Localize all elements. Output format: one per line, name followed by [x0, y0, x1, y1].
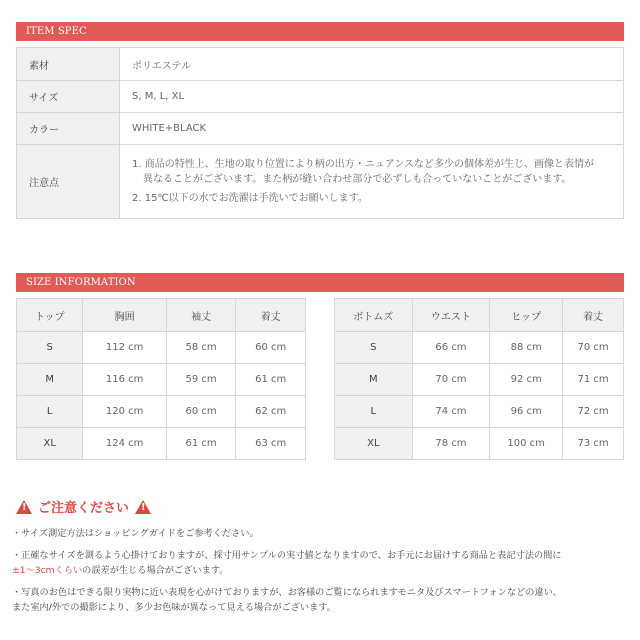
caution-item [12, 526, 632, 542]
size-label-cell: L [335, 396, 413, 428]
table-row [335, 396, 624, 428]
size-label-cell: M [335, 364, 413, 396]
size-value-cell: 66 cm [412, 332, 490, 364]
size-label-cell: S [17, 332, 83, 364]
size-label-cell: S [335, 332, 413, 364]
size-label-cell: M [17, 364, 83, 396]
size-value-cell: 78 cm [412, 428, 490, 460]
size-value-cell: 61 cm [236, 364, 306, 396]
table-row [335, 428, 624, 460]
caution-title-text: ご注意ください [38, 501, 130, 516]
size-value-cell: 124 cm [83, 428, 166, 460]
size-value-cell: 71 cm [563, 364, 624, 396]
size-value-cell: 112 cm [83, 332, 166, 364]
size-value-cell: 60 cm [166, 396, 236, 428]
size-value-cell: 120 cm [83, 396, 166, 428]
spec-row-notes [17, 145, 624, 219]
table-row [17, 364, 306, 396]
spec-label: 素材 [17, 48, 120, 81]
size-value-cell: 72 cm [563, 396, 624, 428]
spec-row-size [17, 81, 624, 113]
spec-label: サイズ [17, 81, 120, 113]
caution-line: ・写真のお色はできる限り実物に近い表現を心がけておりますが、お客様のご覧になられますモニタ及びスマートフォンなどの違い、 [12, 586, 562, 598]
spec-label: 注意点 [17, 145, 120, 219]
size-value-cell: 61 cm [166, 428, 236, 460]
size-value-cell: 60 cm [236, 332, 306, 364]
column-header: ウエスト [412, 299, 490, 332]
table-row [335, 332, 624, 364]
column-header: 着丈 [236, 299, 306, 332]
item-spec-table [16, 47, 624, 219]
column-header: トップ [17, 299, 83, 332]
caution-item [12, 585, 632, 616]
warning-icon [135, 500, 151, 514]
table-row [17, 332, 306, 364]
bottoms-size-table [334, 298, 624, 460]
size-value-cell: 88 cm [490, 332, 563, 364]
column-header: ヒップ [490, 299, 563, 332]
note-line: 1. 商品の特性上、生地の取り位置により柄の出方・ニュアンスなど多少の個体差が生じ、画像と表情が [132, 159, 595, 170]
spec-value: WHITE+BLACK [120, 113, 624, 145]
spec-notes [120, 145, 624, 219]
size-value-cell: 73 cm [563, 428, 624, 460]
spec-label: カラー [17, 113, 120, 145]
column-header: 胸囲 [83, 299, 166, 332]
spec-row-material [17, 48, 624, 81]
size-value-cell: 74 cm [412, 396, 490, 428]
column-header: 袖丈 [166, 299, 236, 332]
spec-value: ポリエステル [120, 48, 624, 81]
caution-item [12, 548, 632, 579]
warning-icon [16, 500, 32, 514]
table-header-row [335, 299, 624, 332]
caution-list [12, 526, 632, 622]
caution-line-tail: の誤差が生じる場合がございます。 [82, 565, 229, 576]
size-value-cell: 116 cm [83, 364, 166, 396]
size-value-cell: 59 cm [166, 364, 236, 396]
column-header: ボトムズ [335, 299, 413, 332]
table-row [335, 364, 624, 396]
tops-size-table [16, 298, 306, 460]
item-spec-header: ITEM SPEC [16, 22, 624, 41]
size-value-cell: 70 cm [412, 364, 490, 396]
spec-value: S, M, L, XL [120, 81, 624, 113]
table-row [17, 428, 306, 460]
spec-row-color [17, 113, 624, 145]
caution-line: また室内/外での撮影により、多少お色味が異なって見える場合がございます。 [12, 602, 336, 613]
size-value-cell: 92 cm [490, 364, 563, 396]
table-row [17, 396, 306, 428]
size-info-header: SIZE INFORMATION [16, 273, 624, 292]
size-label-cell: XL [17, 428, 83, 460]
size-value-cell: 70 cm [563, 332, 624, 364]
column-header: 着丈 [563, 299, 624, 332]
size-label-cell: XL [335, 428, 413, 460]
size-value-cell: 100 cm [490, 428, 563, 460]
size-value-cell: 62 cm [236, 396, 306, 428]
size-value-cell: 96 cm [490, 396, 563, 428]
note-line: 異なることがございます。また柄が縫い合わせ部分で必ずしも合っていないことがございます。 [143, 174, 572, 185]
table-header-row [17, 299, 306, 332]
caution-heading [16, 497, 151, 516]
caution-line: ・正確なサイズを測るよう心掛けておりますが、採寸用サンプルの実寸値となりますので、お手元にお届けする商品と表記寸法の間に [12, 549, 562, 561]
note-line: 2. 15℃以下の水でお洗濯は手洗いでお願いします。 [132, 193, 368, 204]
caution-line [12, 563, 632, 579]
size-label-cell: L [17, 396, 83, 428]
size-value-cell: 63 cm [236, 428, 306, 460]
tolerance-highlight: ±1～3cmくらい [12, 565, 83, 576]
caution-line: ・サイズ測定方法はショッピングガイドをご参考ください。 [12, 528, 259, 539]
size-value-cell: 58 cm [166, 332, 236, 364]
